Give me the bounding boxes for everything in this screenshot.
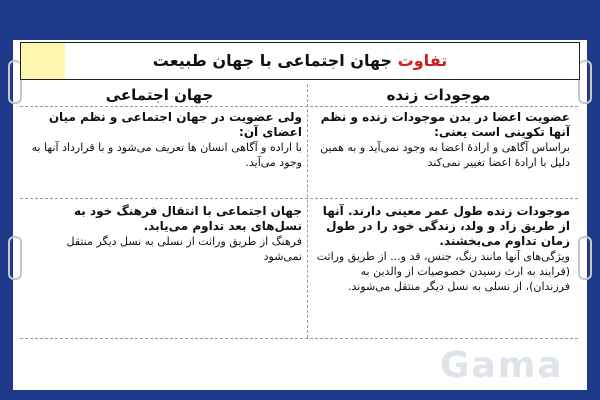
header-social-world: جهان اجتماعی: [105, 86, 214, 104]
cell-row1-social-text: با اراده و آگاهی انسان ها تعریف می‌شود و با قرارداد آنها به وجود می‌آید.: [31, 141, 302, 169]
cell-row2-social-text: فرهنگ از طریق وراثت از نسلی به نسل دیگر منتقل نمی‌شود: [66, 235, 302, 263]
binder-ring-right-top: [578, 60, 592, 104]
title-rest: جهان اجتماعی با جهان طبیعت: [152, 51, 398, 70]
cell-row1-living: [314, 110, 570, 196]
cell-row1-social: [26, 110, 302, 196]
cell-row1-social-bold: ولی عضویت در جهان اجتماعی و نظم میان اعضای آن:: [48, 110, 302, 139]
cell-row1-living-text: براساس آگاهی و ارادهٔ اعضا به وجود نمی‌آید و به همین دلیل با ارادهٔ اعضا تغییر نمی‌کند: [320, 141, 570, 169]
cell-row2-living-text: ویژگی‌های آنها مانند رنگ، جنس، قد و... از طریق وراثت (فرایند به ارث رسیدن خصوصیات از والدین به فرزندان)، از نسلی به نسل دیگر منتقل می‌شوند.: [316, 250, 570, 293]
cell-row2-living: [314, 204, 570, 336]
header-living-beings: موجودات زنده: [386, 86, 491, 104]
watermark-logo: Gama: [440, 345, 564, 386]
binder-ring-left-bottom: [8, 236, 22, 280]
column-divider: [307, 84, 308, 338]
divider-bottom: [20, 338, 578, 339]
cell-row1-living-bold: عضویت اعضا در بدن موجودات زنده و نظم آنها تکوینی است یعنی:: [320, 110, 570, 139]
divider-header: [20, 106, 578, 107]
table-header: [20, 84, 578, 106]
divider-row: [20, 198, 578, 199]
cell-row2-social-bold: جهان اجتماعی با انتقال فرهنگ خود به نسل‌های بعد تداوم می‌یابد.: [74, 204, 302, 233]
title-box: [20, 42, 580, 80]
title-accent-word: تفاوت: [397, 51, 448, 70]
cell-row2-social: [26, 204, 302, 336]
cell-row2-living-bold: موجودات زنده طول عمر معینی دارند. آنها از طریق زاد و ولد، زندگی خود را در طول زمان تداوم می‌بخشند.: [322, 204, 570, 248]
page-title: [21, 43, 579, 79]
binder-ring-right-bottom: [578, 236, 592, 280]
